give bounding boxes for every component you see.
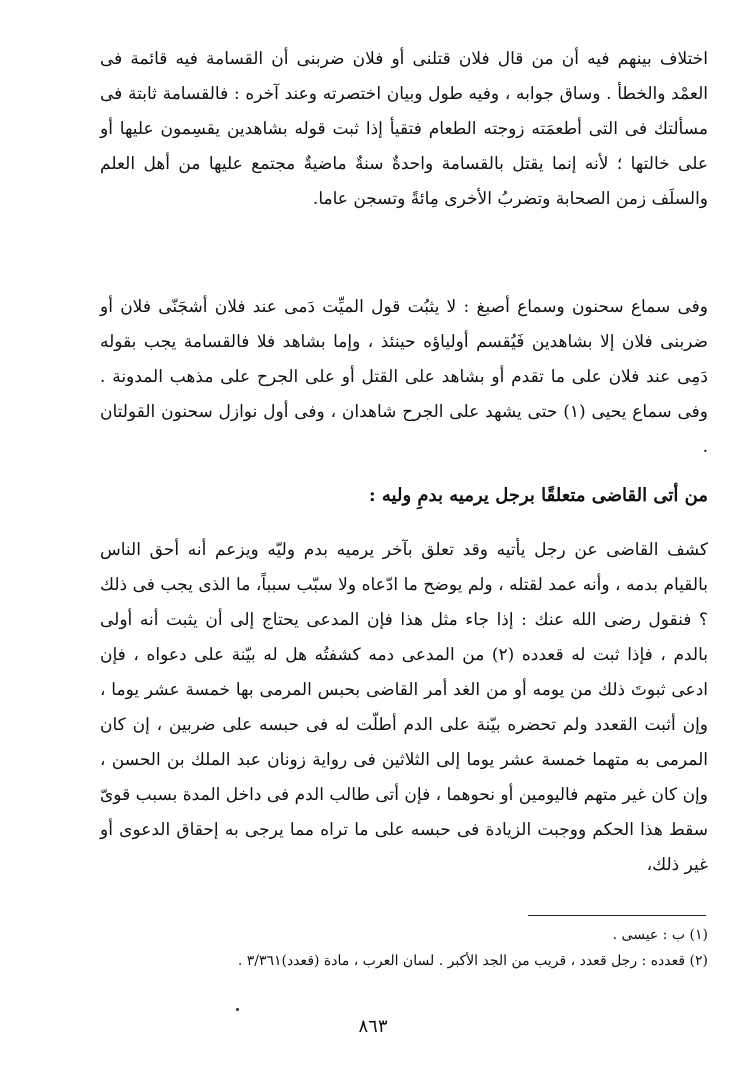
footnote-2: (٢) قعدده : رجل قعدد ، قريب من الجد الأكبر . لسان العرب ، مادة (قعدد)٣/٣٦١ .	[237, 953, 708, 969]
page-number: ٨٦٣	[358, 1016, 388, 1037]
stray-dot-mark	[236, 1008, 239, 1011]
body-paragraph-2: وفى سماع سحنون وسماع أصبغ : لا يثبُت قول الميِّت دَمى عند فلان أشجَنّى فلان أو ضربنى فلان إلا بشاهدين فَيُقسم أولياؤه حينئذ ، وإما بشاهد فلا فالقسامة يجب بقوله دَمِى عند فلان على ما تقدم أو بشاهد على القتل أو على الجرح على مذهب المدونة . وفى سماع يحيى (١) حتى يشهد على الجرح شاهدان ، وفى أول نوازل سحنون القولتان .	[100, 297, 709, 457]
footnotes-section	[100, 922, 708, 974]
body-paragraph-3: كشف القاضى عن رجل يأتيه وقد تعلق بآخر يرميه بدم وليّه ويزعم أنه أحق الناس بالقيام بدمه ، وأنه عمد لقتله ، ولم يوضح ما ادّعاه ولا سبّب سبباً، ما الذى يجب فى ذلك ؟ فنقول رضى الله عنك : إذا جاء مثل هذا فإن المدعى يحتاج إلى أن يثبت أنه أولى بالدم ، فإذا ثبت له قعدده (٢) من المدعى دمه كشفتُه هل له بيّنة على دعواه ، فإن ادعى ثبوتَ ذلك من يومه أو من الغد أمر القاضى بحبس المرمى بها خمسة عشر يوما ، وإن أثبت القعدد ولم تحضره بيّنة على الدم أطلّت له فى حبسه على ضربين ، إن كان المرمى به متهما خمسة عشر يوما إلى الثلاثين فى رواية زونان عبد الملك بن الحسن ، وإن كان غير متهم فاليومين أو نحوهما ، فإن أتى طالب الدم فى داخل المدة بسبب قوىّ سقط هذا الحكم ووجبت الزيادة فى حبسه على ما تراه مما يرجى به إحقاق الدعوى أو غير ذلك،	[100, 540, 708, 875]
body-paragraph-1: اختلاف بينهم فيه أن من قال فلان قتلنى أو فلان ضربنى أن القسامة فيه قائمة فى العمْد والخطأ . وساق جوابه ، وفيه طول وبيان اختصرته وعند آخره : فالقسامة ثابتة فى مسألتك فى التى أطعمَته زوجته الطعام فتقيأ إذا ثبت قوله بشاهدين يقسِمون عليها أو على خالتها ؛ لأنه إنما يقتل بالقسامة واحدةٌ سنةٌ ماضيةٌ مجتمع عليها من أهل العلم والسلَف زمن الصحابة وتضربُ الأخرى مِائةً وتسجن عاما.	[100, 49, 708, 209]
section-heading: من أتى القاضى متعلقًا برجل يرميه بدمِ وليه :	[368, 485, 708, 506]
footnote-divider	[528, 915, 706, 916]
footnote-1: (١) ب : عيسى .	[612, 927, 708, 943]
